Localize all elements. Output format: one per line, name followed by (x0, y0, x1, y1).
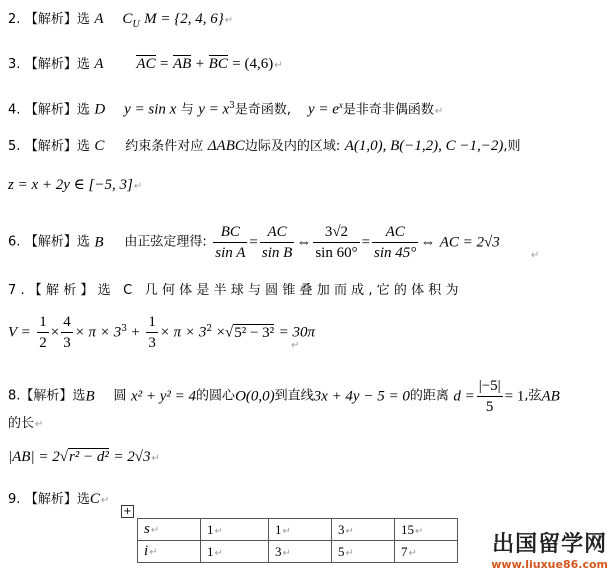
q4-text-odd: 是奇函数, (234, 102, 292, 118)
q7-exp1: 3 (121, 323, 127, 334)
q6-eq-2: = (361, 234, 371, 251)
q8-line3: |AB| = 2√r² − d² = 2√3↵ (8, 449, 160, 465)
q6-number: 6. (8, 234, 21, 250)
q8-text-center: 的圆心 (196, 388, 236, 404)
q4-func-exp: y = e (307, 101, 339, 118)
q6-text-sine-law: 由正弦定理得: (124, 234, 207, 250)
q9-number: 9. (8, 492, 21, 507)
q2-tag: 【解析】 (24, 12, 77, 27)
table-cell: s↵ (138, 519, 201, 541)
return-mark: ↵ (224, 15, 234, 26)
table-cell: 5↵ (332, 541, 395, 563)
q9-table (137, 518, 458, 563)
q2-formula-rest: M = {2, 4, 6} (144, 11, 224, 27)
table-cell: 1↵ (201, 541, 269, 563)
q6-result: AC = 2√3 (439, 234, 500, 251)
q4-func-cube: y = x (198, 101, 230, 118)
watermark-url: www.liuxue86.com (491, 558, 608, 571)
q8-line (8, 376, 560, 417)
q2-answer: A (94, 11, 104, 27)
table-cell: 15↵ (395, 519, 458, 541)
q5-text-constraint: 约束条件对应 (125, 139, 204, 154)
q7-text: 7.【解析】选 C 几何体是半球与圆锥叠加而成,它的体积为 (8, 283, 463, 298)
q8-text-distance: 的距离 (409, 388, 449, 404)
return-mark: ↵ (133, 181, 143, 192)
q3-line: 3. 【解析】选 A AC = AB + BC = (4,6)↵ (8, 56, 283, 72)
q2-formula-sub: U (132, 18, 140, 30)
q5-line (8, 137, 521, 156)
table-cell: i↵ (138, 541, 201, 563)
table-row (138, 541, 458, 563)
q6-tag: 【解析】 (24, 234, 77, 250)
q2-number: 2. (8, 12, 21, 27)
q3-vector-ab: AB (172, 56, 192, 72)
q6-frac-3: $\frac{3√2}{\sin 60^\circ}$ (315, 224, 358, 261)
q9-tag: 【解析】 (24, 492, 77, 507)
q3-tag: 【解析】 (24, 57, 77, 72)
q8-dres: = 1 (504, 388, 525, 405)
q7-mid1: × π × 3 (74, 324, 122, 341)
q5-result: z = x + 2y ∈ [−5, 3] (8, 177, 133, 193)
q6-frac-2: $\frac{AC}{\text{sin B}}$ (261, 224, 293, 261)
watermark-logo (491, 527, 608, 571)
watermark-text: 出国留学网 (492, 532, 608, 557)
table-cell: 1↵ (201, 519, 269, 541)
q7-exp2: 2 (206, 323, 213, 334)
q4-pick: 选 (76, 102, 90, 118)
q5-text-then: ,则 (503, 139, 521, 154)
table-move-handle-icon[interactable]: + (121, 505, 134, 518)
q8-length-result: = 2√3 (113, 449, 151, 465)
q9-line (8, 490, 109, 510)
q8-circle-eq: x² + y² = 4 (130, 388, 197, 405)
q8-radicand: r² − d² (68, 449, 109, 465)
return-mark: ↵ (35, 419, 44, 430)
q2-formula-c: C (122, 11, 133, 27)
return-mark: ↵ (100, 495, 110, 506)
q7-v: V = (8, 324, 31, 341)
q4-text-neither: 是非奇非偶函数 (342, 102, 434, 118)
q5-number: 5. (8, 139, 21, 154)
q4-number: 4. (8, 102, 21, 118)
q5-line2 (8, 176, 142, 196)
q5-triangle: ΔABC (207, 138, 245, 154)
q8-line2 (8, 415, 43, 434)
q7-frac-b: $\frac{4}{3}$ (63, 314, 71, 351)
q7-result: = 30π (278, 324, 316, 341)
table-cell: 3↵ (332, 519, 395, 541)
q8-pick: 选 (72, 388, 86, 404)
return-mark: ↵ (434, 105, 444, 117)
q4-conj: 与 (180, 102, 194, 118)
q3-answer: A (94, 56, 104, 72)
q6-frac-1: $\frac{BC}{\text{sin A}}$ (215, 224, 246, 261)
q4-line (8, 96, 443, 121)
q7-frac-a: $\frac{1}{2}$ (39, 314, 47, 351)
q8-d: d = (453, 388, 475, 405)
q3-vector-bc: BC (208, 56, 228, 72)
q8-frac-d: $\frac{|-5|}{5}$ (478, 378, 501, 415)
q6-answer: B (94, 234, 104, 251)
q7-line1 (8, 282, 463, 300)
q8-text-line: 到直线 (274, 388, 314, 404)
q6-frac-4: $\frac{AC}{\sin 45^\circ}$ (374, 224, 417, 261)
q8-text-circle: 圆 (113, 388, 127, 404)
q6-pick: 选 (76, 234, 90, 250)
q5-text-region: 边际及内的区域: (244, 139, 341, 154)
q8-tag: 【解析】 (20, 388, 73, 404)
q7-radicand: 5² − 3² (234, 324, 275, 341)
q4-answer: D (94, 101, 106, 118)
q8-ab: AB (541, 388, 560, 405)
q4-func-cube-exp: 3 (229, 101, 235, 111)
q7-line2: V = $\frac{1}{2}$ × $\frac{4}{3}$ × $\pi \times 3^3$ + $\frac{1}{3}$ × $\pi \times 3^2 \times√5^2 - 3^2 = 30\pi$ (8, 314, 316, 351)
table-row (138, 519, 458, 541)
q5-pick: 选 (76, 139, 90, 154)
q9-pick: 选 (76, 492, 90, 507)
return-mark: ↵ (531, 250, 540, 261)
q7-mid2: × π × 3 (159, 324, 207, 341)
q8-center: O(0,0) (235, 388, 275, 405)
q3-result: = (4,6) (232, 56, 274, 72)
q6-line (8, 222, 500, 263)
q6-eq-1: = (249, 234, 258, 251)
q3-vector-ac: AC (136, 56, 156, 72)
q2-line (8, 10, 233, 34)
q8-answer: B (85, 388, 95, 405)
q8-line-eq: 3x + 4y − 5 = 0 (313, 388, 410, 405)
q2-pick: 选 (76, 12, 90, 27)
q8-number: 8. (8, 388, 21, 404)
table-cell: 1↵ (269, 519, 332, 541)
q8-length-label: 的长 (8, 416, 35, 431)
q3-number: 3. (8, 57, 21, 72)
q5-points: A(1,0), B(−1,2), C −1,−2) (344, 138, 504, 154)
return-mark: ↵ (151, 453, 160, 464)
q8-ab-length: |AB| = 2 (8, 449, 60, 465)
table-cell: 7↵ (395, 541, 458, 563)
q6-iff-1: ⇔ (296, 234, 312, 251)
q5-answer: C (94, 138, 105, 154)
table-cell: 3↵ (269, 541, 332, 563)
q7-plus: + (131, 324, 140, 341)
q5-tag: 【解析】 (24, 139, 77, 154)
return-mark: ↵ (274, 60, 283, 71)
q6-iff-2: ⇔ (420, 234, 436, 251)
q4-func-sin: y = sin x (124, 101, 177, 118)
q7-times: × (216, 324, 225, 341)
q4-tag: 【解析】 (24, 102, 77, 118)
q8-text-chord: ,弦 (524, 388, 542, 404)
q4-func-exp-sup: x (338, 100, 343, 110)
q7-frac-c: $\frac{1}{3}$ (148, 314, 156, 351)
q9-answer: C (89, 491, 100, 507)
return-mark: ↵ (291, 340, 300, 351)
q3-pick: 选 (76, 57, 90, 72)
